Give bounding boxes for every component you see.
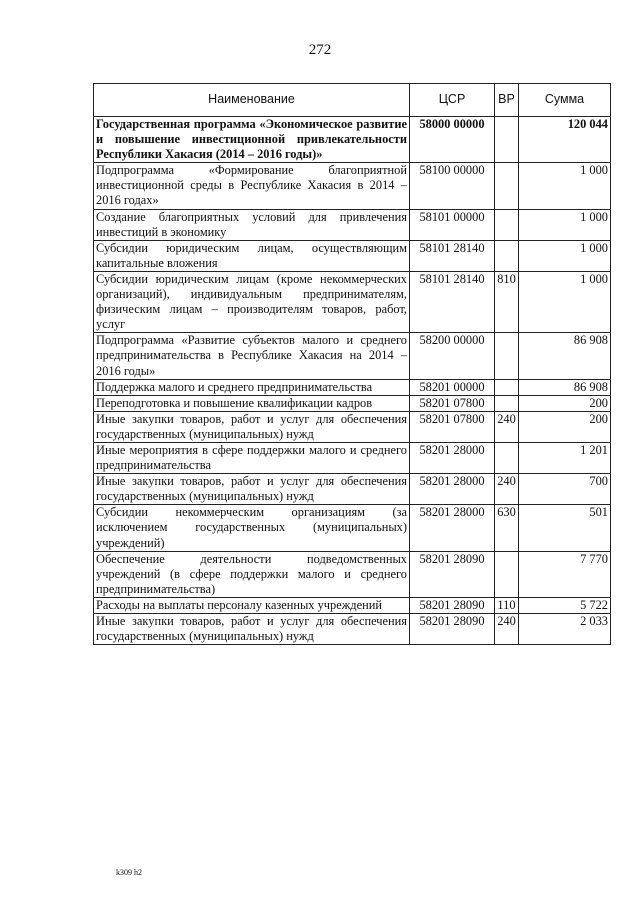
table-row [94,597,611,613]
table-row [94,209,611,240]
row-vr-code: 240 [495,411,519,442]
row-sum: 86 908 [519,379,611,395]
row-vr-code [495,379,519,395]
row-name: Субсидии юридическим лицам (кроме некоммерческих организаций), индивидуальным предпринимателям, физическим лицам – производителям товаров, работ, услуг [94,271,410,332]
row-sum: 200 [519,411,611,442]
table-row [94,117,611,163]
row-vr-code [495,209,519,240]
row-name: Иные закупки товаров, работ и услуг для обеспечения государственных (муниципальных) нужд [94,474,410,505]
row-sum: 700 [519,474,611,505]
row-csr-code: 58101 28140 [410,271,495,332]
row-name: Переподготовка и повышение квалификации кадров [94,395,410,411]
row-name: Поддержка малого и среднего предпринимательства [94,379,410,395]
row-sum: 5 722 [519,597,611,613]
table-row [94,240,611,271]
row-name: Создание благоприятных условий для привлечения инвестиций в экономику [94,209,410,240]
row-sum: 200 [519,395,611,411]
row-sum: 1 000 [519,271,611,332]
row-csr-code: 58201 28090 [410,551,495,597]
row-sum: 1 201 [519,442,611,473]
row-csr-code: 58000 00000 [410,117,495,163]
row-csr-code: 58100 00000 [410,163,495,209]
row-name: Подпрограмма «Развитие субъектов малого и среднего предпринимательства в Республике Хакасия на 2014 – 2016 годы» [94,333,410,379]
document-code: k309 h2 [116,868,142,877]
table-row [94,333,611,379]
row-vr-code [495,117,519,163]
row-vr-code [495,333,519,379]
page-number: 272 [308,42,332,58]
row-csr-code: 58101 00000 [410,209,495,240]
row-name: Иные мероприятия в сфере поддержки малого и среднего предпринимательства [94,442,410,473]
table-row [94,411,611,442]
header-name: Наименование [94,84,410,117]
table-row [94,505,611,551]
row-sum: 120 044 [519,117,611,163]
row-csr-code: 58201 28090 [410,597,495,613]
row-vr-code: 630 [495,505,519,551]
row-vr-code: 240 [495,474,519,505]
row-vr-code [495,163,519,209]
row-csr-code: 58201 07800 [410,395,495,411]
row-csr-code: 58200 00000 [410,333,495,379]
row-name: Подпрограмма «Формирование благоприятной инвестиционной среды в Республике Хакасия в 2014 – 2016 годах» [94,163,410,209]
header-sum: Сумма [519,84,611,117]
table-row [94,163,611,209]
row-sum: 1 000 [519,209,611,240]
row-name: Обеспечение деятельности подведомственных учреждений (в сфере поддержки малого и среднего предпринимательства) [94,551,410,597]
row-name: Расходы на выплаты персоналу казенных учреждений [94,597,410,613]
row-csr-code: 58201 28000 [410,474,495,505]
row-csr-code: 58101 28140 [410,240,495,271]
row-vr-code [495,442,519,473]
row-sum: 1 000 [519,163,611,209]
row-csr-code: 58201 07800 [410,411,495,442]
table-row [94,474,611,505]
row-name: Государственная программа «Экономическое развитие и повышение инвестиционной привлекательности Республики Хакасия (2014 – 2016 годы)» [94,117,410,163]
row-name: Иные закупки товаров, работ и услуг для обеспечения государственных (муниципальных) нужд [94,614,410,645]
row-name: Субсидии некоммерческим организациям (за исключением государственных (муниципальных) учреждений) [94,505,410,551]
row-vr-code: 810 [495,271,519,332]
row-csr-code: 58201 28000 [410,505,495,551]
row-vr-code [495,551,519,597]
row-csr-code: 58201 00000 [410,379,495,395]
row-name: Иные закупки товаров, работ и услуг для обеспечения государственных (муниципальных) нужд [94,411,410,442]
table-row [94,271,611,332]
table-row [94,614,611,645]
table-row [94,379,611,395]
header-vr: ВР [495,84,519,117]
header-csr: ЦСР [410,84,495,117]
row-sum: 1 000 [519,240,611,271]
table-row [94,442,611,473]
table-row [94,551,611,597]
row-sum: 501 [519,505,611,551]
row-sum: 7 770 [519,551,611,597]
row-csr-code: 58201 28090 [410,614,495,645]
row-vr-code [495,240,519,271]
row-vr-code: 240 [495,614,519,645]
row-sum: 86 908 [519,333,611,379]
table-row [94,395,611,411]
table-header-row [94,84,611,117]
row-csr-code: 58201 28000 [410,442,495,473]
budget-table [93,83,611,645]
row-name: Субсидии юридическим лицам, осуществляющим капитальные вложения [94,240,410,271]
row-vr-code [495,395,519,411]
row-vr-code: 110 [495,597,519,613]
row-sum: 2 033 [519,614,611,645]
